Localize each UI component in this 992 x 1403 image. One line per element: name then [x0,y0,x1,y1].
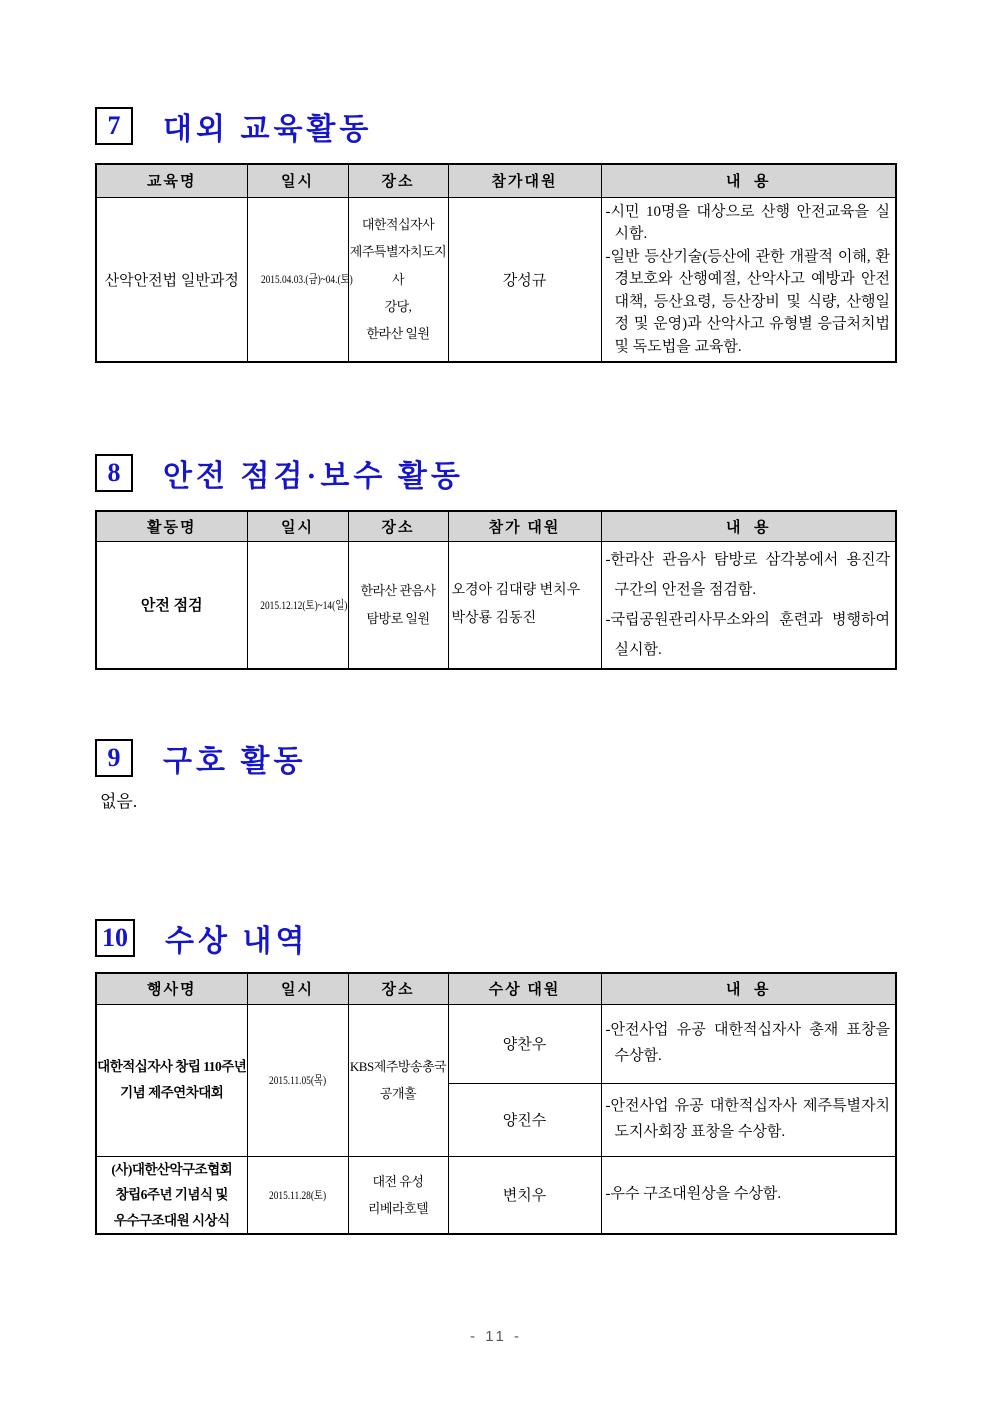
section-10-number-box [95,919,135,957]
section-9-title: 구호 활동 [163,745,307,778]
event-date-cell [247,1004,348,1156]
education-name-cell: 산악안전법 일반과정 [96,197,247,362]
activity-content-cell [601,541,896,669]
section-10-title: 수상 내역 [165,925,309,958]
header-cell-members: 참가대원 [448,164,601,197]
header-cell-content: 내 용 [601,511,896,541]
section-9-number-box [95,739,133,777]
event-name-line: 대한적십자사 창립 110주년 [97,1059,247,1075]
safety-inspection-table [95,510,897,670]
section-10-heading [95,916,308,960]
place-line: 한라산 일원 [366,326,430,342]
header-cell-date: 일시 [247,511,348,541]
header-cell-date: 일시 [247,973,348,1004]
section-9-heading [95,736,306,780]
event-name-cell [96,1156,247,1234]
content-bullet: -우수 구조대원상을 수상함. [605,1186,782,1203]
event-name-line: 창립6주년 기념식 및 [115,1187,228,1203]
section-9-number: 9 [107,743,121,772]
awardee-cell: 양진수 [448,1083,601,1156]
awards-table-row [96,1156,896,1234]
event-name-line: (사)대한산악구조협회 [111,1161,233,1177]
award-content-cell [601,1083,896,1156]
place-line: 한라산 관음사 [360,583,436,599]
event-name-line: 기념 제주연차대회 [120,1085,224,1100]
header-cell-content: 내 용 [601,973,896,1004]
header-cell-awardees: 수상 대원 [448,973,601,1004]
award-content-cell [601,1004,896,1083]
education-table [95,163,897,363]
event-date-cell [247,1156,348,1234]
safety-table-header-row [96,511,896,541]
header-cell-education-name: 교육명 [96,164,247,197]
awards-table-header-row [96,973,896,1004]
place-line: 제주특별자치도지사 [349,244,447,287]
place-line: KBS제주방송총국 [349,1058,447,1074]
education-member-cell: 강성규 [448,197,601,362]
content-bullet: -안전사업 유공 대한적십자사 총재 표창을 수상함. [605,1022,890,1064]
place-line: 대한적십자사 [361,217,435,232]
event-date: 2015.11.28(토) [268,1187,327,1202]
page-number: - 11 - [470,1328,522,1345]
award-content-cell [601,1156,896,1234]
header-cell-place: 장소 [348,164,448,197]
education-date-cell [247,197,353,362]
place-line: 대전 유성 [372,1173,424,1189]
rescue-activity-note: 없음. [100,792,138,811]
content-bullet: -국립공원관리사무소와의 훈련과 병행하여 실시함. [605,611,890,658]
place-line: 리베라호텔 [367,1200,429,1216]
header-cell-event-name: 행사명 [96,973,247,1004]
activity-name-cell: 안전 점검 [96,541,247,669]
section-7-heading [95,104,372,148]
awards-table-row [96,1004,896,1083]
education-date: 2015.04.03.(금)~04.(토) [260,272,353,287]
section-10-number: 10 [102,923,128,952]
activity-date: 2015.12.12(토)~14(일) [259,597,347,612]
header-cell-activity-name: 활동명 [96,511,247,541]
section-7-number: 7 [107,111,121,140]
content-bullet: -안전사업 유공 대한적십자사 제주특별자치도지사회장 표창을 수상함. [605,1098,890,1140]
content-bullet: -시민 10명을 대상으로 산행 안전교육을 실시함. [605,203,890,242]
education-place-cell [348,197,448,362]
header-cell-place: 장소 [348,973,448,1004]
event-name-line: 우수구조대원 시상식 [113,1212,230,1228]
section-8-heading [95,451,464,495]
awardee-cell: 변치우 [448,1156,601,1234]
place-line: 탐방로 일원 [366,610,430,626]
event-name-cell [96,1004,247,1156]
header-cell-place: 장소 [348,511,448,541]
header-cell-members: 참가 대원 [448,511,601,541]
education-table-header-row [96,164,896,197]
place-line: 강당, [384,298,412,314]
section-8-number-box [95,454,133,492]
header-cell-content: 내 용 [601,164,896,197]
safety-table-row [96,541,896,669]
event-place-cell [348,1156,448,1234]
place-line: 공개홀 [379,1086,417,1101]
section-7-number-box [95,107,133,145]
activity-place-cell [348,541,448,669]
event-place-cell [348,1004,448,1156]
section-7-title: 대외 교육활동 [163,113,373,146]
activity-member-cell [448,541,601,669]
header-cell-date: 일시 [247,164,348,197]
content-bullet: -일반 등산기술(등산에 관한 개괄적 이해, 환경보호와 산행예절, 산악사고 예방과 안전대책, 등산요령, 등산장비 및 식량, 산행일정 및 운영)과 산악사고 유형별 응급처치법 및 독도법을 교육함. [605,248,890,355]
content-bullet: -한라산 관음사 탐방로 삼각봉에서 용진각 구간의 안전을 점검함. [605,551,890,598]
section-8-number: 8 [107,458,121,487]
member-line: 오경아 김대량 변치우 [451,582,581,598]
activity-date-cell [247,541,348,669]
section-8-title: 안전 점검·보수 활동 [163,460,464,493]
education-content-cell [601,197,896,362]
event-date: 2015.11.05(목) [268,1073,327,1087]
education-table-row [96,197,896,362]
member-line: 박상룡 김동진 [451,610,537,626]
awardee-cell: 양찬우 [448,1004,601,1083]
awards-table [95,972,897,1235]
